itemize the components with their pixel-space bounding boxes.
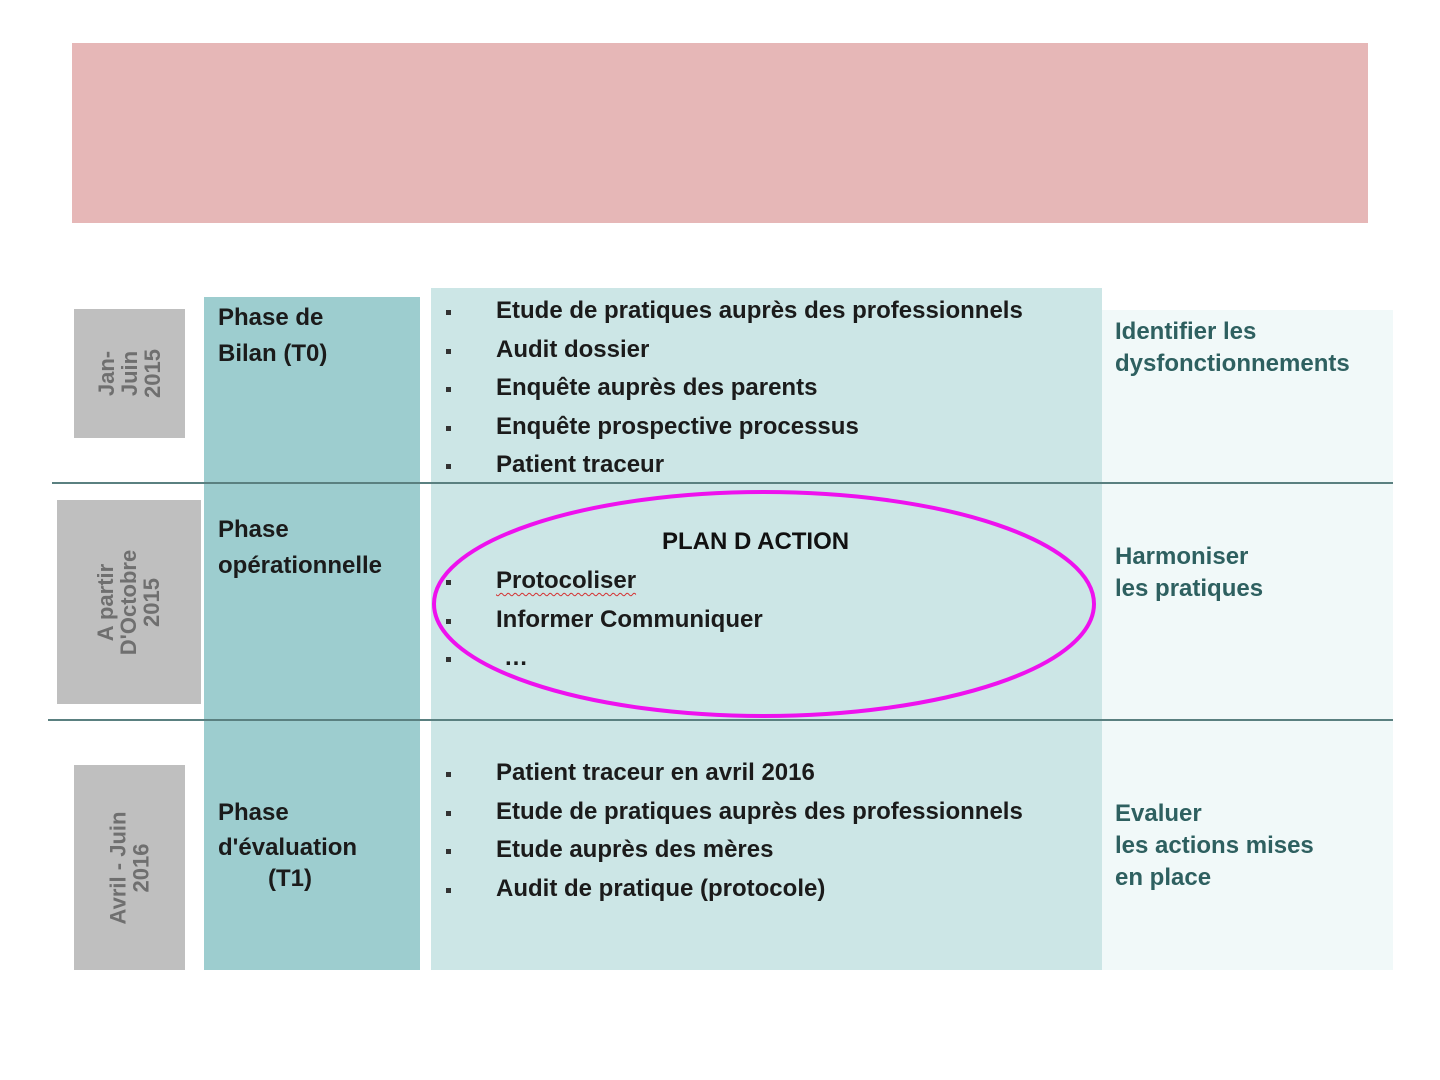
- list-item: Patient traceur en avril 2016: [432, 754, 1023, 793]
- date-label: A partir D'Octobre 2015: [93, 549, 165, 655]
- highlight-ellipse: [434, 492, 1094, 716]
- list-item: Etude de pratiques auprès des professionnels: [432, 793, 1023, 832]
- date-label: Jan- Juin 2015: [93, 349, 165, 398]
- list-item: Audit de pratique (protocole): [432, 870, 1023, 909]
- date-box-row3: [74, 765, 185, 970]
- list-item: …: [432, 639, 763, 678]
- outcome-evaluation: Evaluer les actions mises en place: [1115, 800, 1314, 891]
- phase-title-bilan: Phase de Bilan (T0): [218, 304, 328, 367]
- list-item: Patient traceur: [432, 446, 1023, 485]
- list-item: Enquête auprès des parents: [432, 369, 1023, 408]
- list-item: Enquête prospective processus: [432, 408, 1023, 447]
- list-item: Audit dossier: [432, 331, 1023, 370]
- bullet-icon: [446, 888, 451, 893]
- list-item: Etude de pratiques auprès des professionnels: [432, 292, 1023, 331]
- list-item: Etude auprès des mères: [432, 831, 1023, 870]
- outcome-operationnelle: Harmoniser les pratiques: [1115, 543, 1264, 602]
- date-label: Avril - Juin 2016: [105, 811, 154, 924]
- outcome-bilan: Identifier les dysfonctionnements: [1115, 318, 1350, 377]
- actions-list-evaluation: [432, 754, 1023, 908]
- phase-title-evaluation: Phase d'évaluation (T1): [218, 799, 358, 892]
- bullet-icon: [446, 772, 451, 777]
- list-item: Informer Communiquer: [432, 601, 763, 640]
- plan-title: PLAN D ACTION: [662, 528, 850, 555]
- phase-title-operationnelle: Phase opérationnelle: [218, 516, 383, 579]
- bullet-icon: [446, 849, 451, 854]
- bullet-icon: [446, 811, 451, 816]
- list-item: Protocoliser: [432, 562, 763, 601]
